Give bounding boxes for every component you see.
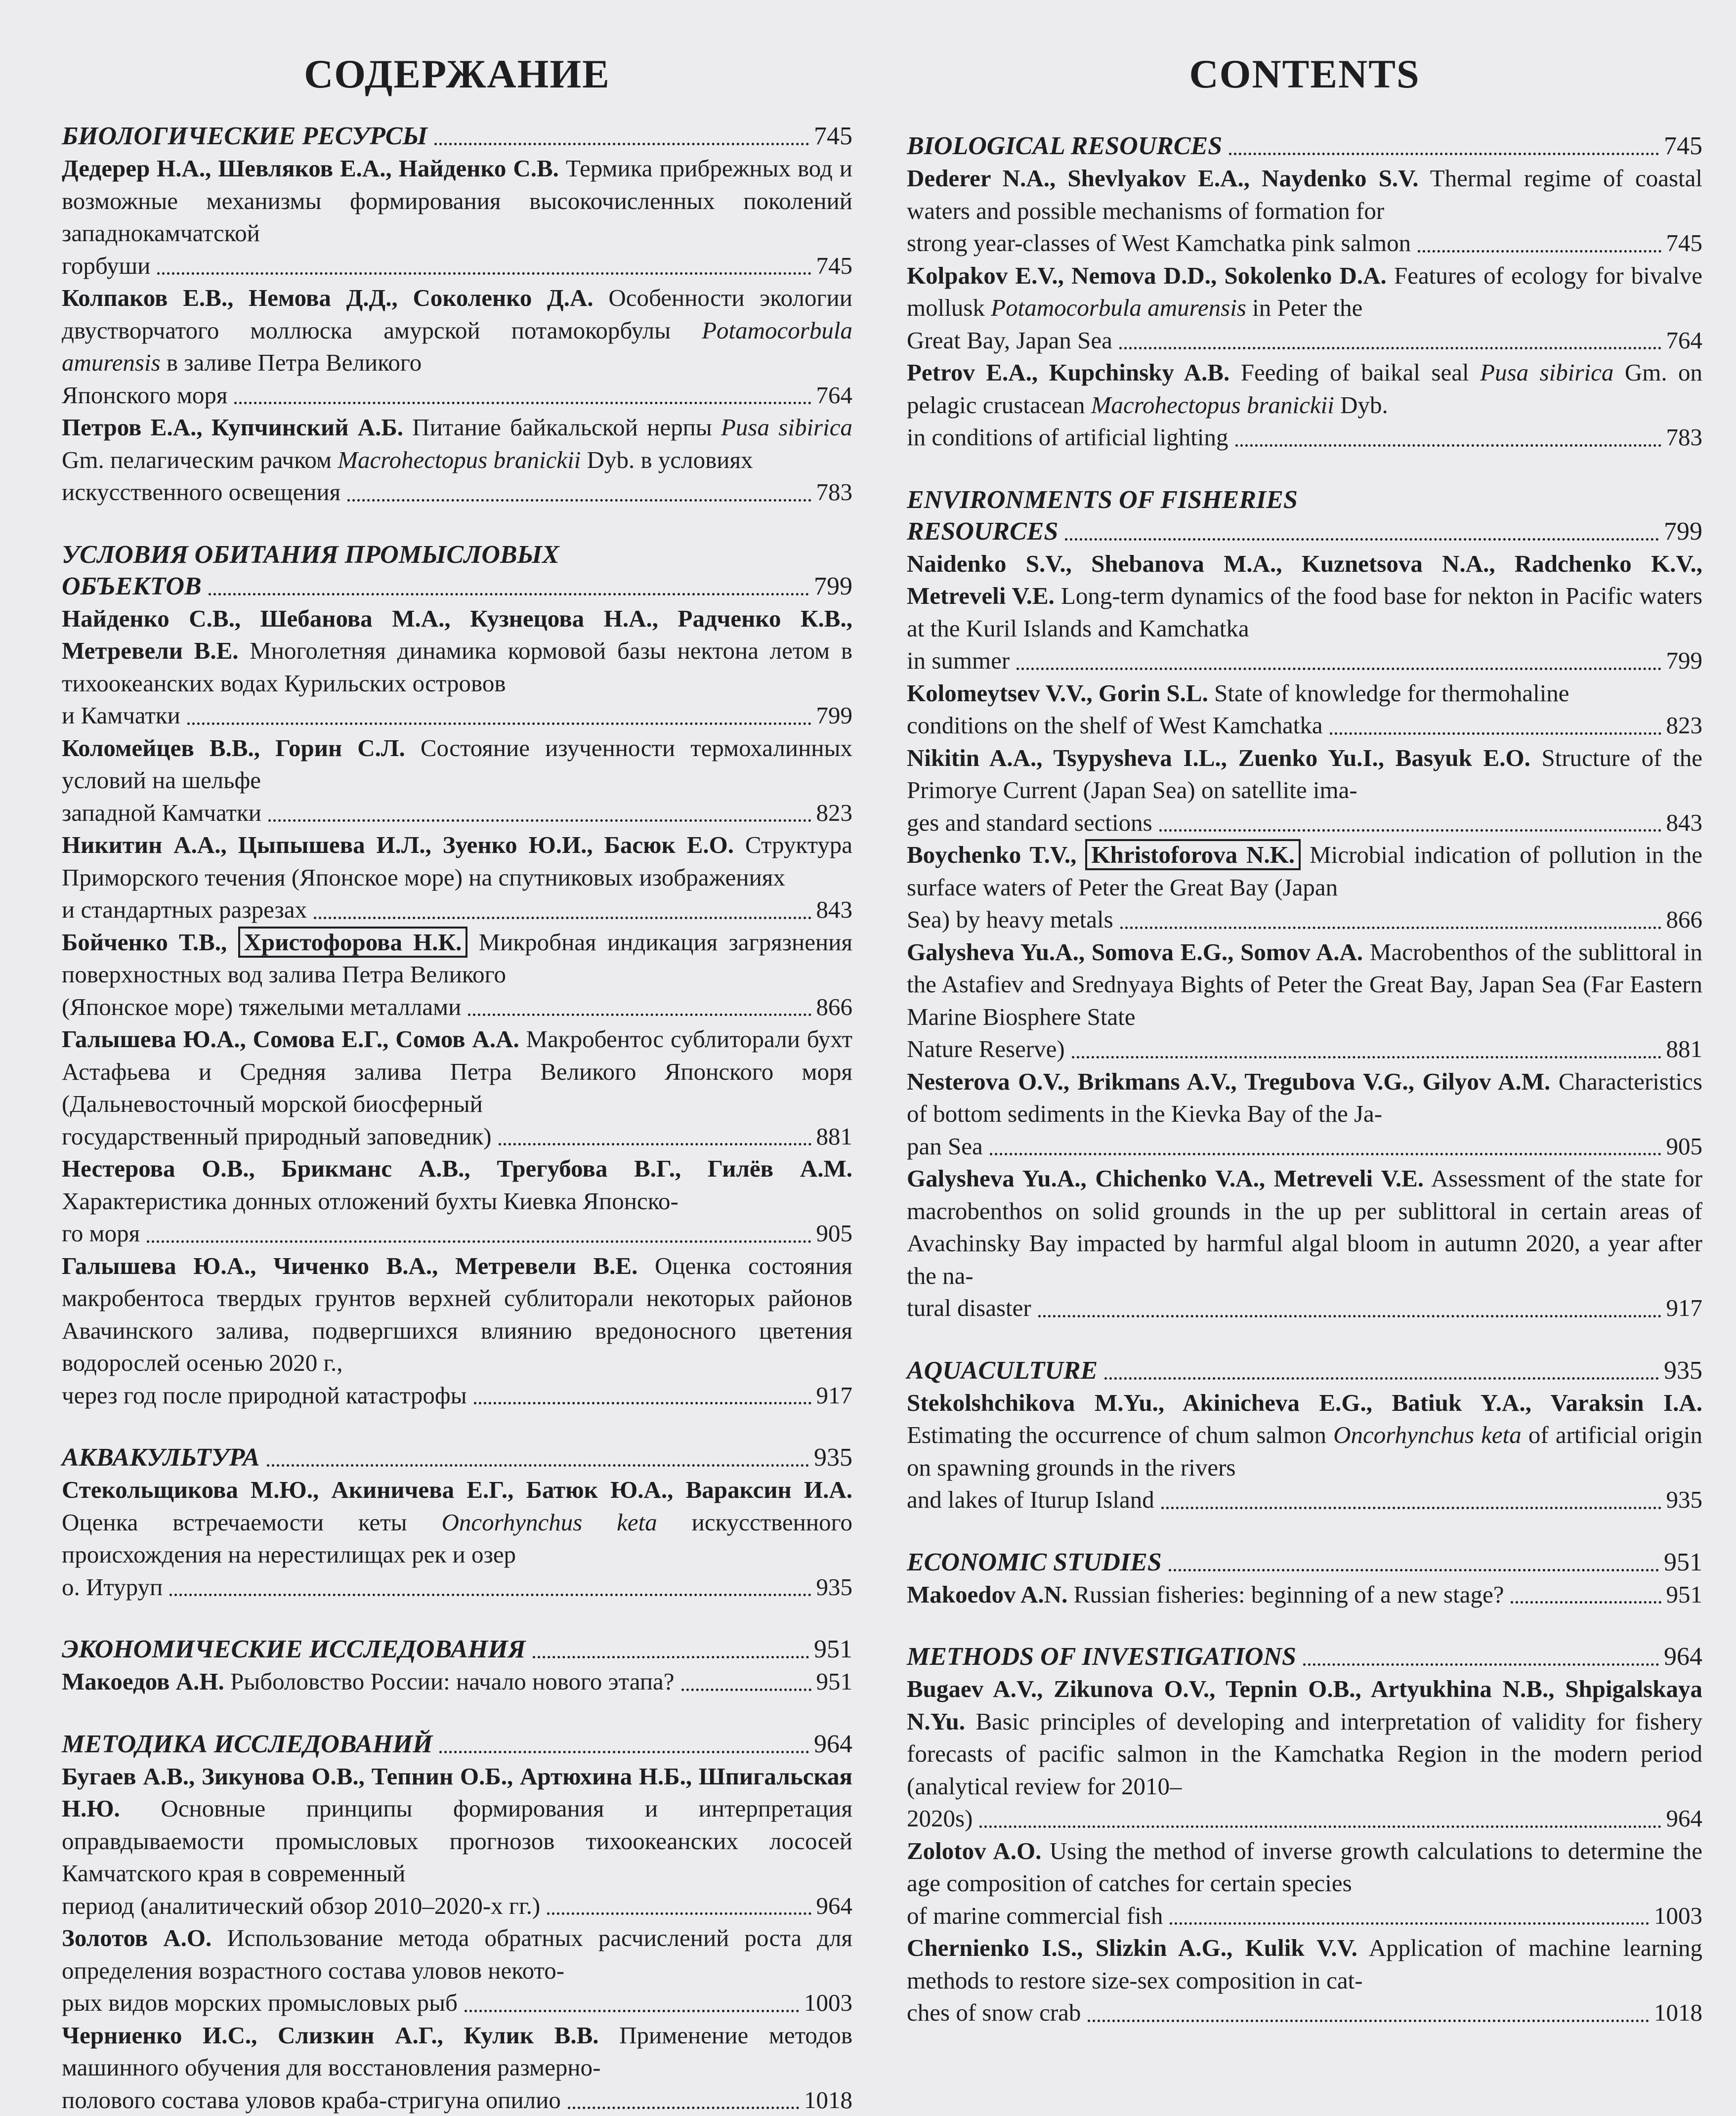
page-number: 745: [1664, 130, 1702, 162]
toc-section: [907, 484, 1702, 1324]
page-number: 1018: [804, 2084, 852, 2116]
toc-entry[interactable]: [62, 1760, 852, 1922]
toc-entry[interactable]: [62, 1665, 852, 1698]
page-number: 964: [816, 1890, 853, 1922]
entry-title: Микробная индикация загрязнения поверхностных вод залива Петра Великого: [62, 929, 852, 988]
toc-entry[interactable]: [62, 602, 852, 732]
page-number: 843: [816, 893, 853, 926]
species-name: Oncorhynchus keta: [441, 1509, 657, 1536]
entry-authors: Nikitin A.A., Tsypysheva I.L., Zuenko Yu.I., Basyuk E.O.: [907, 744, 1530, 771]
toc-entry[interactable]: [907, 356, 1702, 454]
page-number: 964: [814, 1729, 852, 1760]
entry-title: искусственного происхождения на нерестилищах рек и озер: [62, 1509, 852, 1568]
entry-authors: Бойченко Т.В.,: [62, 929, 227, 956]
section-title: ECONOMIC STUDIES: [907, 1547, 1162, 1578]
page-number: 1018: [1654, 1996, 1702, 2029]
toc-section: [907, 130, 1702, 454]
section-heading[interactable]: [62, 539, 852, 571]
entry-title-end: горбуши: [62, 250, 150, 282]
species-name: Potamocorbula amurensis: [62, 317, 852, 377]
entry-authors: Petrov E.A., Kupchinsky A.B.: [907, 359, 1229, 386]
section-title: ОБЪЕКТОВ: [62, 571, 202, 602]
entry-title-end: Russian fisheries: beginning of a new stage?: [1074, 1581, 1504, 1608]
page-title: CONTENTS: [907, 44, 1702, 104]
toc-column-ru: [62, 44, 852, 2116]
entry-authors: Петров Е.А., Купчинский А.Б.: [62, 414, 403, 441]
entry-title-end: pan Sea: [907, 1130, 983, 1163]
toc-entry[interactable]: [907, 936, 1702, 1065]
toc-section: [62, 1729, 852, 2116]
page-number: 881: [816, 1120, 853, 1153]
entry-authors: Нестерова О.В., Брикманс А.В., Трегубова В.Г., Гилёв А.М.: [62, 1155, 852, 1182]
section-title: RESOURCES: [907, 516, 1058, 548]
entry-authors: Стекольщикова М.Ю., Акиничева Е.Г., Батюк Ю.А., Вараксин И.А.: [62, 1476, 852, 1503]
page-number: 843: [1666, 806, 1703, 839]
toc-entry[interactable]: [907, 548, 1702, 677]
section-heading-cont[interactable]: [62, 571, 852, 602]
toc-entry[interactable]: [907, 1673, 1702, 1835]
entry-title: Структура Приморского течения (Японское море) на спутниковых изображениях: [62, 831, 852, 891]
section-title: ENVIRONMENTS OF FISHERIES: [907, 484, 1298, 516]
entry-title: Макробентос сублиторали бухт Астафьева и Средняя залива Петра Великого Японского моря (Дальневосточный морской биосферный: [62, 1025, 852, 1117]
page-number: 823: [1666, 709, 1703, 742]
section-heading[interactable]: [907, 1355, 1702, 1387]
entry-title: Состояние изученности термохалинных условий на шельфе: [62, 734, 852, 794]
entry-title: Многолетняя динамика кормовой базы нектона летом в тихоокеанских водах Курильских островов: [62, 637, 852, 697]
section-title: ЭКОНОМИЧЕСКИЕ ИССЛЕДОВАНИЯ: [62, 1634, 526, 1665]
section-heading[interactable]: [62, 121, 852, 152]
page-number: 964: [1666, 1802, 1703, 1835]
page-number: 799: [816, 699, 853, 732]
toc-entry[interactable]: [62, 829, 852, 926]
entry-authors: Галышева Ю.А., Чиченко В.А., Метревели В.Е.: [62, 1252, 637, 1279]
toc-entry[interactable]: [62, 282, 852, 411]
entry-title-end: and lakes of Iturup Island: [907, 1483, 1154, 1516]
toc-entry[interactable]: [62, 1474, 852, 1603]
entry-title-end: государственный природный заповедник): [62, 1120, 492, 1153]
entry-title: в заливе Петра Великого: [167, 349, 422, 376]
entry-title: Применение методов машинного обучения для восстановления размерно-: [62, 2022, 852, 2081]
entry-authors: Дедерер Н.А., Шевляков Е.А., Найденко С.В.: [62, 155, 559, 182]
entry-authors: Boychenko T.V.,: [907, 841, 1076, 868]
entry-title: Macrobenthos of the sublittoral in the Astafiev and Srednyaya Bights of Peter the Great Bay, Japan Sea (Far Eastern Marine Biosphere State: [907, 938, 1702, 1030]
entry-authors: Galysheva Yu.A., Somova E.G., Somov A.A.: [907, 938, 1363, 966]
toc-entry[interactable]: [907, 162, 1702, 259]
toc-entry[interactable]: [62, 1023, 852, 1152]
entry-title-end: 2020s): [907, 1802, 973, 1835]
page-number: 1003: [1654, 1900, 1702, 1932]
entry-title-end: искусственного освещения: [62, 476, 340, 508]
entry-title: Basic principles of developing and interpretation of validity for fishery forecasts of pacific salmon in the Kamchatka Region in the modern period (analytical review for 2010–: [907, 1708, 1702, 1800]
entry-authors: Zolotov A.O.: [907, 1837, 1041, 1864]
entry-title: Using the method of inverse growth calculations to determine the age composition of catches for certain species: [907, 1837, 1702, 1897]
species-name: Pusa sibirica: [1480, 359, 1613, 386]
page-number: 935: [814, 1442, 852, 1474]
entry-authors: Найденко С.В., Шебанова М.А., Кузнецова Н.А., Радченко К.В., Метревели В.Е.: [62, 605, 852, 665]
entry-title: Dyb.: [1340, 391, 1388, 419]
species-name: Oncorhynchus keta: [1333, 1421, 1522, 1448]
entry-authors: Никитин А.А., Цыпышева И.Л., Зуенко Ю.И., Басюк Е.О.: [62, 831, 734, 858]
entry-title: Characteristics of bottom sediments in the Kievka Bay of the Ja-: [907, 1068, 1702, 1128]
entry-authors: Бугаев А.В., Зикунова О.В., Тепнин О.Б., Артюхина Н.Б., Шпигальская Н.Ю.: [62, 1763, 852, 1822]
entry-title: Gm. on pelagic crustacean: [907, 359, 1702, 419]
entry-authors: Макоедов А.Н.: [62, 1668, 224, 1695]
entry-title-end: of marine commercial fish: [907, 1900, 1163, 1932]
toc-section: [62, 121, 852, 508]
entry-title-end: полового состава уловов краба-стригуна опилио: [62, 2084, 561, 2116]
entry-title-end: in conditions of artificial lighting: [907, 421, 1228, 454]
entry-authors: Коломейцев В.В., Горин С.Л.: [62, 734, 405, 762]
entry-title: Питание байкальской нерпы: [412, 414, 712, 441]
page-number: 935: [1664, 1355, 1702, 1387]
entry-authors: Chernienko I.S., Slizkin A.G., Kulik V.V.: [907, 1934, 1357, 1961]
entry-title-end: ges and standard sections: [907, 806, 1152, 839]
section-heading[interactable]: [907, 1547, 1702, 1578]
toc-entry[interactable]: [62, 2019, 852, 2116]
entry-authors: Kolpakov E.V., Nemova D.D., Sokolenko D.A.: [907, 262, 1387, 289]
entry-authors: Kolomeytsev V.V., Gorin S.L.: [907, 679, 1208, 707]
page-number: 866: [1666, 903, 1703, 936]
entry-title: Dyb. в условиях: [587, 446, 753, 473]
page-number: 964: [1664, 1641, 1702, 1673]
section-title: AQUACULTURE: [907, 1355, 1098, 1387]
page-title: СОДЕРЖАНИЕ: [62, 44, 852, 104]
entry-title-end: период (аналитический обзор 2010–2020-х гг.): [62, 1890, 540, 1922]
entry-title-end: strong year-classes of West Kamchatka pink salmon: [907, 227, 1411, 259]
entry-title: Оценка встречаемости кеты: [62, 1509, 407, 1536]
entry-title-end: in summer: [907, 644, 1010, 677]
entry-title-end: Sea) by heavy metals: [907, 903, 1113, 936]
entry-authors: Черниенко И.С., Слизкин А.Г., Кулик В.В.: [62, 2022, 599, 2049]
entry-title: Основные принципы формирования и интерпретация оправдываемости промысловых прогнозов тихоокеанских лососей Камчатского края в современный: [62, 1795, 852, 1887]
entry-authors: Makoedov A.N.: [907, 1581, 1067, 1608]
page-number: 783: [816, 476, 853, 508]
toc-entry[interactable]: [907, 1578, 1702, 1611]
section-title: МЕТОДИКА ИССЛЕДОВАНИЙ: [62, 1729, 432, 1760]
section-title: УСЛОВИЯ ОБИТАНИЯ ПРОМЫСЛОВЫХ: [62, 539, 559, 571]
entry-title-end: западной Камчатки: [62, 797, 261, 829]
toc-entry[interactable]: [62, 411, 852, 508]
entry-title: Использование метода обратных расчислений роста для определения возрастного состава уловов некото-: [62, 1924, 852, 1984]
section-heading[interactable]: [62, 1729, 852, 1760]
entry-authors: Nesterova O.V., Brikmans A.V., Tregubova V.G., Gilyov A.M.: [907, 1068, 1550, 1095]
toc-section: [907, 1641, 1702, 2029]
entry-title: Assessment of the state for macrobenthos on solid grounds in the up per sublittoral in certain areas of Avachinsky Bay impacted by harmful algal bloom in autumn 2020, a year after the na-: [907, 1165, 1702, 1289]
entry-title: Feeding of baikal seal: [1241, 359, 1469, 386]
page-number: 881: [1666, 1033, 1703, 1065]
toc-section: [62, 539, 852, 1412]
toc-entry[interactable]: [907, 1387, 1702, 1516]
page-number: 951: [1664, 1547, 1702, 1578]
entry-authors: Галышева Ю.А., Сомова Е.Г., Сомов А.А.: [62, 1025, 519, 1053]
page-number: 764: [816, 379, 853, 412]
toc-entry[interactable]: [62, 1152, 852, 1250]
species-name: Macrohectopus branickii: [1091, 391, 1334, 419]
entry-title-end: и Камчатки: [62, 699, 180, 732]
toc-entry[interactable]: [907, 1932, 1702, 2029]
entry-title-end: через год после природной катастрофы: [62, 1379, 467, 1412]
page-number: 935: [1666, 1483, 1703, 1516]
toc-entry[interactable]: [907, 677, 1702, 742]
toc-section: [907, 1547, 1702, 1611]
page-number: 745: [814, 121, 852, 152]
page-number: 905: [1666, 1130, 1703, 1163]
entry-authors: Galysheva Yu.A., Chichenko V.A., Metreveli V.E.: [907, 1165, 1424, 1192]
toc-entry[interactable]: [62, 926, 852, 1023]
page-number: 917: [816, 1379, 853, 1412]
toc-entry[interactable]: [907, 259, 1702, 357]
entry-title-end: Рыболовство России: начало нового этапа?: [230, 1668, 675, 1695]
entry-authors: Bugaev A.V., Zikunova O.V., Tepnin O.B., Artyukhina N.B., Shpigalskaya N.Yu.: [907, 1675, 1702, 1735]
highlighted-author: Христофорова Н.К.: [238, 927, 468, 958]
toc-entry[interactable]: [907, 1065, 1702, 1163]
toc-entry[interactable]: [907, 1162, 1702, 1324]
section-heading[interactable]: [907, 1641, 1702, 1673]
entry-title-end: и стандартных разрезах: [62, 893, 307, 926]
section-heading[interactable]: [907, 130, 1702, 162]
entry-title-end: о. Итуруп: [62, 1571, 163, 1604]
highlighted-author: Khristoforova N.K.: [1085, 839, 1301, 870]
toc-entry[interactable]: [62, 732, 852, 829]
species-name: Pusa sibirica: [721, 414, 852, 441]
entry-title-end: Японского моря: [62, 379, 227, 412]
toc-entry[interactable]: [62, 152, 852, 282]
entry-title-end: (Японское море) тяжелыми металлами: [62, 991, 461, 1023]
section-heading[interactable]: [907, 484, 1702, 516]
entry-title-end: ches of snow crab: [907, 1996, 1081, 2029]
page-number: 951: [814, 1634, 852, 1665]
page-number: 951: [1666, 1578, 1703, 1611]
entry-title-end: tural disaster: [907, 1292, 1031, 1324]
entry-title: Оценка состояния макробентоса твердых грунтов верхней сублиторали некоторых районов Авачинского залива, подвергшихся влиянию вредоносного цветения водорослей осенью 2020 г.,: [62, 1252, 852, 1377]
toc-entry[interactable]: [62, 1922, 852, 2019]
entry-title: Gm. пелагическим рачком: [62, 446, 332, 473]
entry-authors: Stekolshchikova M.Yu., Akinicheva E.G., Batiuk Y.A., Varaksin I.A.: [907, 1389, 1702, 1416]
entry-title: of artificial origin on spawning grounds in the rivers: [907, 1421, 1702, 1481]
page-number: 823: [816, 797, 853, 829]
page-number: 764: [1666, 324, 1703, 357]
page-number: 905: [816, 1217, 853, 1250]
page-number: 745: [1666, 227, 1703, 259]
entry-title: Особенности экологии двустворчатого моллюска амурской потамокорбулы: [62, 284, 852, 344]
page-number: 745: [816, 250, 853, 282]
section-title: БИОЛОГИЧЕСКИЕ РЕСУРСЫ: [62, 121, 427, 152]
page-number: 866: [816, 991, 853, 1023]
entry-authors: Naidenko S.V., Shebanova M.A., Kuznetsova N.A., Radchenko K.V., Metreveli V.E.: [907, 550, 1702, 610]
section-title: BIOLOGICAL RESOURCES: [907, 130, 1222, 162]
entry-title: Thermal regime of coastal waters and possible mechanisms of formation for: [907, 165, 1702, 224]
toc-entry[interactable]: [907, 742, 1702, 839]
section-heading[interactable]: [62, 1442, 852, 1474]
entry-title: Estimating the occurrence of chum salmon: [907, 1421, 1326, 1448]
species-name: Macrohectopus branickii: [338, 446, 581, 473]
entry-title-end: рых видов морских промысловых рыб: [62, 1987, 458, 2019]
entry-title: Long-term dynamics of the food base for nekton in Pacific waters at the Kuril Islands and Kamchatka: [907, 582, 1702, 642]
entry-title: Structure of the Primorye Current (Japan Sea) on satellite ima-: [907, 744, 1702, 804]
section-heading-cont[interactable]: [907, 516, 1702, 548]
page-number: 917: [1666, 1292, 1703, 1324]
page-number: 783: [1666, 421, 1703, 454]
entry-title-end: Great Bay, Japan Sea: [907, 324, 1112, 357]
section-title: АКВАКУЛЬТУРА: [62, 1442, 260, 1474]
entry-title: Microbial indication of pollution in the surface waters of Peter the Great Bay (Japan: [907, 841, 1702, 901]
page-number: 799: [1664, 516, 1702, 548]
page-number: 799: [1666, 644, 1703, 677]
page-number: 799: [814, 571, 852, 602]
page-number: 951: [816, 1665, 853, 1698]
entry-title: Application of machine learning methods to restore size-sex composition in cat-: [907, 1934, 1702, 1994]
entry-title-end: conditions on the shelf of West Kamchatka: [907, 709, 1323, 742]
entry-authors: Колпаков Е.В., Немова Д.Д., Соколенко Д.А.: [62, 284, 593, 311]
entry-authors: Dederer N.A., Shevlyakov E.A., Naydenko S.V.: [907, 165, 1418, 192]
toc-entry[interactable]: [62, 1250, 852, 1412]
entry-title: State of knowledge for thermohaline: [1214, 679, 1569, 707]
toc-entry[interactable]: [907, 1835, 1702, 1932]
section-title: METHODS OF INVESTIGATIONS: [907, 1641, 1296, 1673]
species-name: Potamocorbula amurensis: [991, 294, 1246, 321]
entry-title: Характеристика донных отложений бухты Киевка Японско-: [62, 1187, 678, 1215]
toc-section: [62, 1634, 852, 1698]
entry-title: Features of ecology for bivalve mollusk: [907, 262, 1702, 322]
toc-section: [62, 1442, 852, 1603]
entry-authors: Золотов А.О.: [62, 1924, 212, 1951]
toc-entry[interactable]: [907, 839, 1702, 936]
page-number: 1003: [804, 1987, 852, 2019]
entry-title-end: го моря: [62, 1217, 140, 1250]
toc-column-en: [907, 44, 1702, 2029]
entry-title-end: Nature Reserve): [907, 1033, 1065, 1065]
entry-title: Термика прибрежных вод и возможные механизмы формирования высокочисленных поколений западнокамчатской: [62, 155, 852, 247]
section-heading[interactable]: [62, 1634, 852, 1665]
toc-section: [907, 1355, 1702, 1516]
page-number: 935: [816, 1571, 853, 1604]
entry-title: in Peter the: [1252, 294, 1362, 321]
